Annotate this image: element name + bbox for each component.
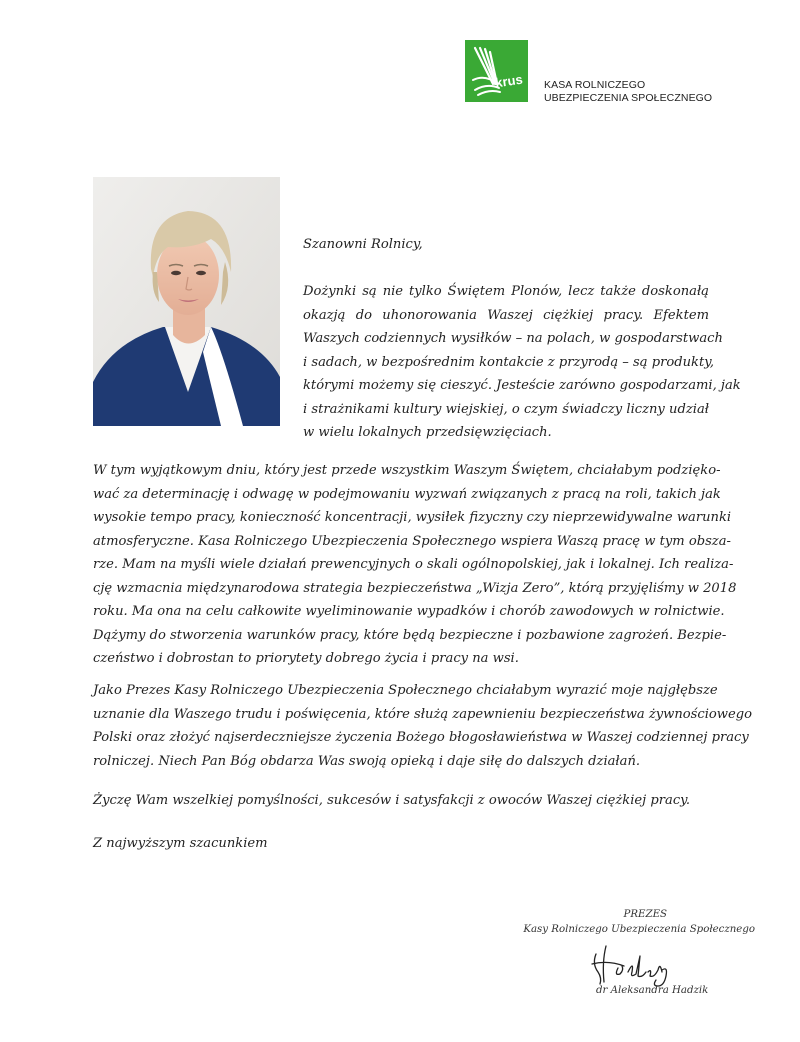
logo-letters: krus: [494, 71, 524, 91]
paragraph-line: czeństwo i dobrostan to priorytety dobrego życia i pracy na wsi.: [93, 651, 519, 666]
paragraph-thanks: [93, 459, 737, 671]
org-name: [544, 79, 712, 105]
intro-line: w wielu lokalnych przedsięwzięciach.: [303, 425, 552, 440]
paragraph-line: atmosferyczne. Kasa Rolniczego Ubezpieczenia Społecznego wspiera Waszą pracę w tym obsza-: [93, 533, 731, 549]
paragraph-line: rolniczej. Niech Pan Bóg obdarza Was swoją opieką i daje siłę do dalszych działań.: [93, 753, 641, 769]
salutation: Szanowni Rolnicy,: [303, 237, 423, 252]
paragraph-line: wać za determinację i odwagę w podejmowaniu wyzwań związanych z pracą na roli, takich jak: [93, 486, 721, 502]
paragraph-gratitude: [93, 679, 753, 773]
intro-paragraph: [303, 280, 741, 445]
signature-name: dr Aleksandra Hadzik: [596, 985, 709, 996]
portrait-photo: [93, 177, 280, 426]
closing-line: Z najwyższym szacunkiem: [93, 836, 268, 851]
intro-line: którymi możemy się cieszyć. Jesteście zarówno gospodarzami, jak: [303, 378, 741, 393]
paragraph-line: W tym wyjątkowym dniu, który jest przede wszystkim Waszym Świętem, chciałabym podzięko-: [93, 463, 721, 478]
paragraph-line: uznanie dla Waszego trudu i poświęcenia, które służą zapewnieniu bezpieczeństwa żywnościowego: [93, 706, 753, 722]
wishes-line: Życzę Wam wszelkiej pomyślności, sukcesów i satysfakcji z owoców Waszej ciężkiej pracy.: [93, 793, 690, 808]
paragraph-line: Jako Prezes Kasy Rolniczego Ubezpieczenia Społecznego chciałabym wyrazić moje najgłębsze: [93, 683, 718, 698]
signature-institution: Kasy Rolniczego Ubezpieczenia Społecznego: [523, 924, 755, 935]
intro-line: okazją do uhonorowania Waszej ciężkiej pracy. Efektem: [303, 307, 709, 323]
krus-logo: [465, 40, 528, 102]
handwritten-signature: [588, 942, 688, 988]
intro-line: Dożynki są nie tylko Świętem Plonów, lecz także doskonałą: [303, 284, 709, 299]
signature-block: [495, 907, 755, 937]
paragraph-line: wysokie tempo pracy, konieczność koncentracji, wysiłek fizyczny czy nieprzewidywalne warunki: [93, 510, 732, 525]
paragraph-line: Dążymy do stworzenia warunków pracy, które będą bezpieczne i pozbawione zagrożeń. Bezpie-: [93, 627, 727, 643]
paragraph-line: roku. Ma ona na celu całkowite wyeliminowanie wypadków i chorób zawodowych w rolnictwie.: [93, 604, 725, 619]
intro-line: i strażnikami kultury wiejskiej, o czym świadczy liczny udział: [303, 401, 709, 417]
paragraph-line: Polski oraz złożyć najserdeczniejsze życzenia Bożego błogosławieństwa w Waszej codziennej pracy: [93, 730, 749, 745]
intro-line: Waszych codziennych wysiłków – na polach, w gospodarstwach: [303, 331, 723, 346]
paragraph-line: rze. Mam na myśli wiele działań prewencyjnych o skali ogólnopolskiej, jak i lokalnej. Ich realiza-: [93, 557, 734, 572]
org-name-line1: KASA ROLNICZEGO: [544, 79, 646, 91]
org-name-line2: UBEZPIECZENIA SPOŁECZNEGO: [544, 92, 713, 104]
paragraph-line: cję wzmacnia międzynarodowa strategia bezpieczeństwa „Wizja Zero”, którą przyjęliśmy w 2018: [93, 580, 737, 596]
intro-line: i sadach, w bezpośrednim kontakcie z przyrodą – są produkty,: [303, 354, 715, 370]
signature-title: PREZES: [623, 909, 667, 920]
